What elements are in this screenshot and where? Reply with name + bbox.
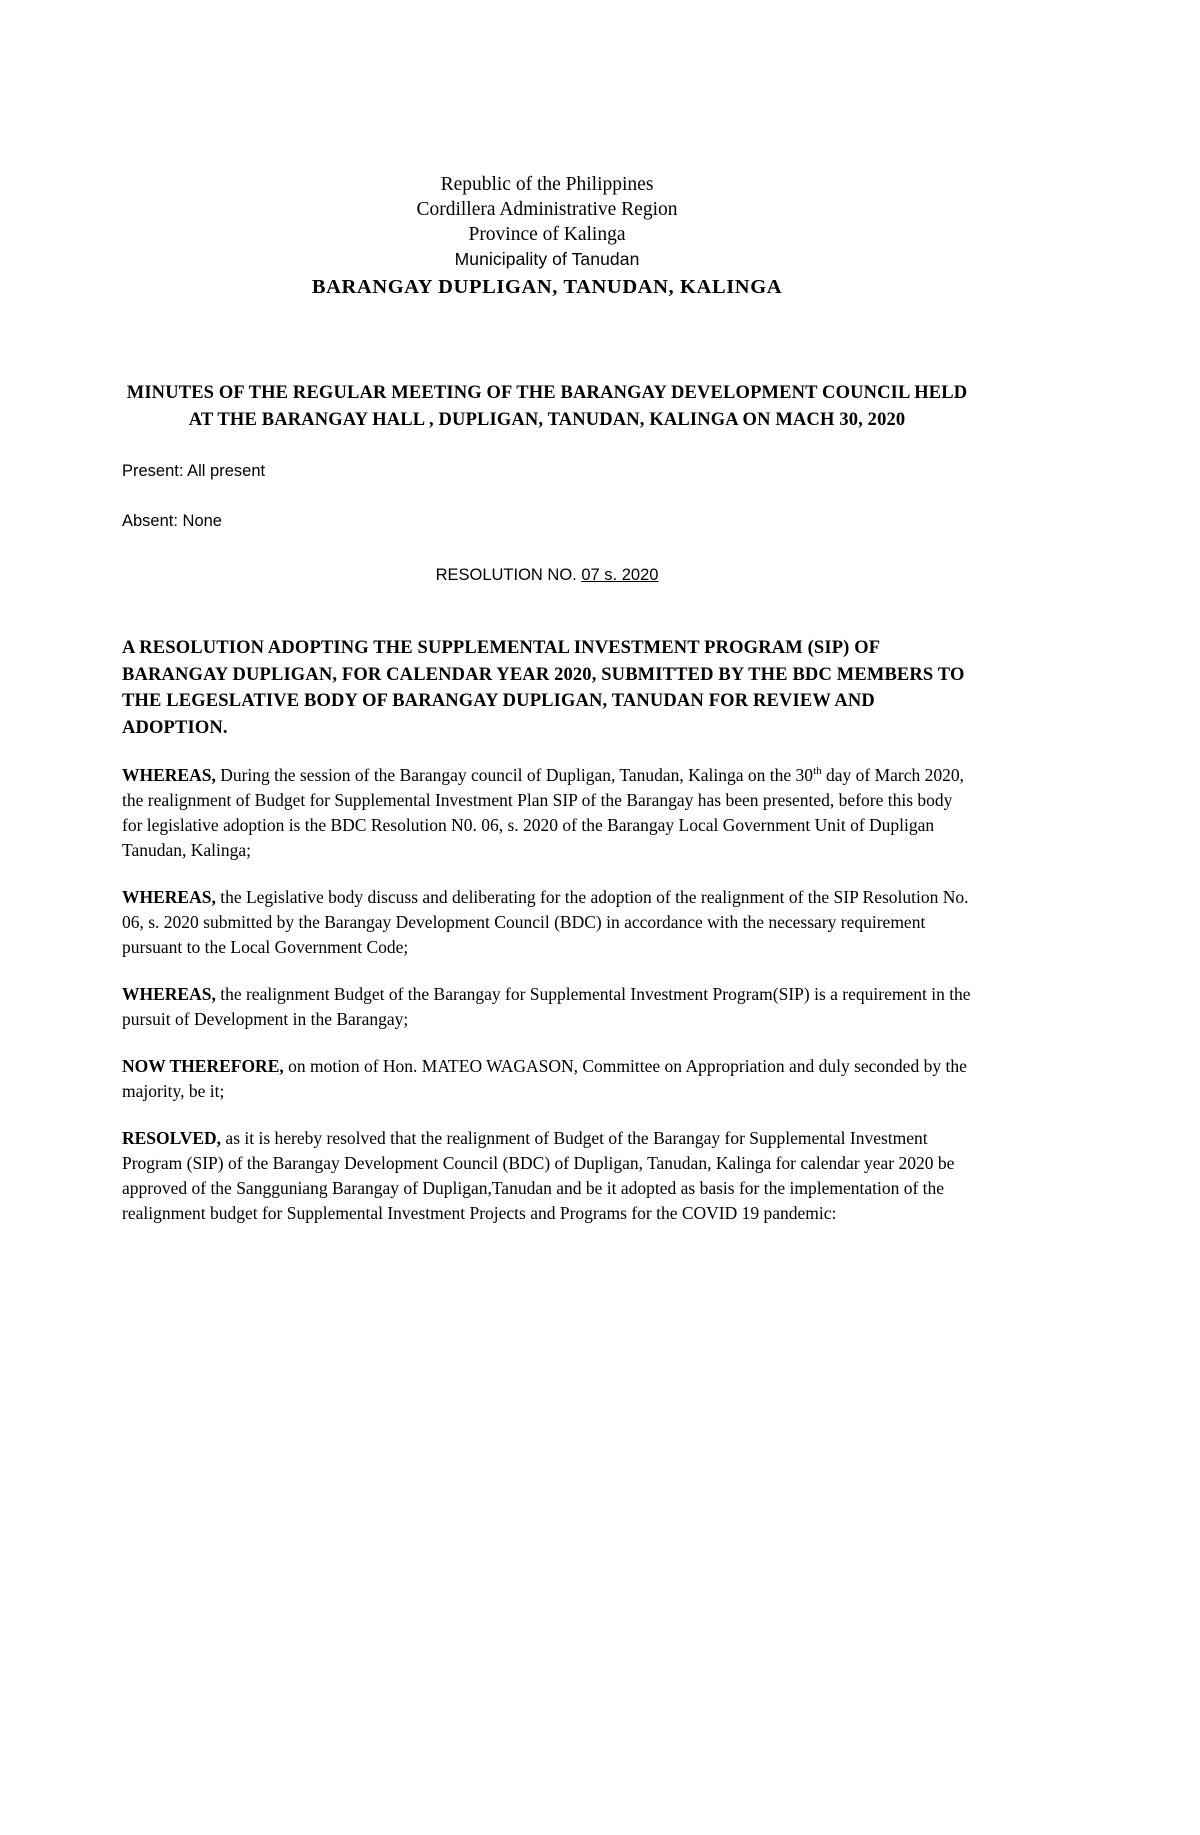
- page-title: [122, 380, 972, 434]
- paragraph-text-3: the realignment Budget of the Barangay for Supplemental Investment Program(SIP) is a requirement in the pursuit of Development in the Barangay;: [122, 984, 971, 1029]
- paragraph-text-5: as it is hereby resolved that the realignment of Budget of the Barangay for Supplemental Investment Program (SIP) of the Barangay Development Council (BDC) of Dupligan, Tanudan, Kalinga for calendar year 2020 be approved of the Sangguniang Barangay of Dupligan,Tanudan and be it adopted as basis for the implementation of the realignment budget for Supplemental Investment Projects and Programs for the COVID 19 pandemic:: [122, 1128, 955, 1223]
- paragraph-text-2: the Legislative body discuss and deliberating for the adoption of the realignment of the SIP Resolution No. 06, s. 2020 submitted by the Barangay Development Council (BDC) in accordance with the necessary requirement pursuant to the Local Government Code;: [122, 887, 969, 957]
- attendance-absent: Absent: None: [122, 512, 222, 530]
- paragraph-text-1a: During the session of the Barangay council of Dupligan, Tanudan, Kalinga on the 30: [215, 765, 814, 785]
- letterhead-province: Province of Kalinga: [468, 224, 626, 245]
- paragraph-lead-2: WHEREAS,: [122, 887, 216, 907]
- paragraph-lead-3: WHEREAS,: [122, 984, 216, 1004]
- paragraph-text-1b: day of March 2020, the realignment of Budget for Supplemental Investment Plan SIP of the Barangay has been presented, before this body for legislative adoption is the BDC Resolution N0. 06, s. 2020 of the Barangay Local Government Unit of Dupligan Tanudan, Kalinga;: [122, 765, 965, 860]
- letterhead: [122, 172, 972, 302]
- paragraph-whereas-2: [122, 885, 972, 960]
- letterhead-municipality: Municipality of Tanudan: [454, 249, 640, 269]
- letterhead-barangay: BARANGAY DUPLIGAN, TANUDAN, KALINGA: [311, 276, 783, 298]
- letterhead-country: Republic of the Philippines: [440, 174, 654, 195]
- paragraph-whereas-3: [122, 982, 972, 1032]
- attendance-present: Present: All present: [122, 462, 266, 480]
- page-title-line-2: AT THE BARANGAY HALL , DUPLIGAN, TANUDAN, KALINGA ON MACH 30, 2020: [188, 410, 906, 430]
- resolution-number: 07 s. 2020: [581, 566, 659, 584]
- ordinal-suffix: th: [813, 765, 822, 778]
- resolution-heading: [122, 566, 972, 585]
- page-title-line-1: MINUTES OF THE REGULAR MEETING OF THE BARANGAY DEVELOPMENT COUNCIL HELD: [126, 383, 968, 403]
- paragraph-lead-4: NOW THEREFORE,: [122, 1056, 284, 1076]
- paragraph-now-therefore: [122, 1054, 972, 1104]
- paragraph-text-4: on motion of Hon. MATEO WAGASON, Committee on Appropriation and duly seconded by the majority, be it;: [122, 1056, 967, 1101]
- letterhead-region: Cordillera Administrative Region: [416, 199, 678, 220]
- paragraph-lead-5: RESOLVED,: [122, 1128, 222, 1148]
- paragraph-lead-1: WHEREAS,: [122, 765, 216, 785]
- paragraph-resolved: [122, 1126, 972, 1226]
- paragraph-whereas-1: [122, 763, 972, 863]
- resolution-label: RESOLUTION NO.: [435, 566, 577, 584]
- resolution-subject: A RESOLUTION ADOPTING THE SUPPLEMENTAL INVESTMENT PROGRAM (SIP) OF BARANGAY DUPLIGAN, FOR CALENDAR YEAR 2020, SUBMITTED BY THE BDC MEMBERS TO THE LEGESLATIVE BODY OF BARANGAY DUPLIGAN, TANUDAN FOR REVIEW AND ADOPTION.: [122, 638, 965, 738]
- document-body: [122, 172, 972, 1226]
